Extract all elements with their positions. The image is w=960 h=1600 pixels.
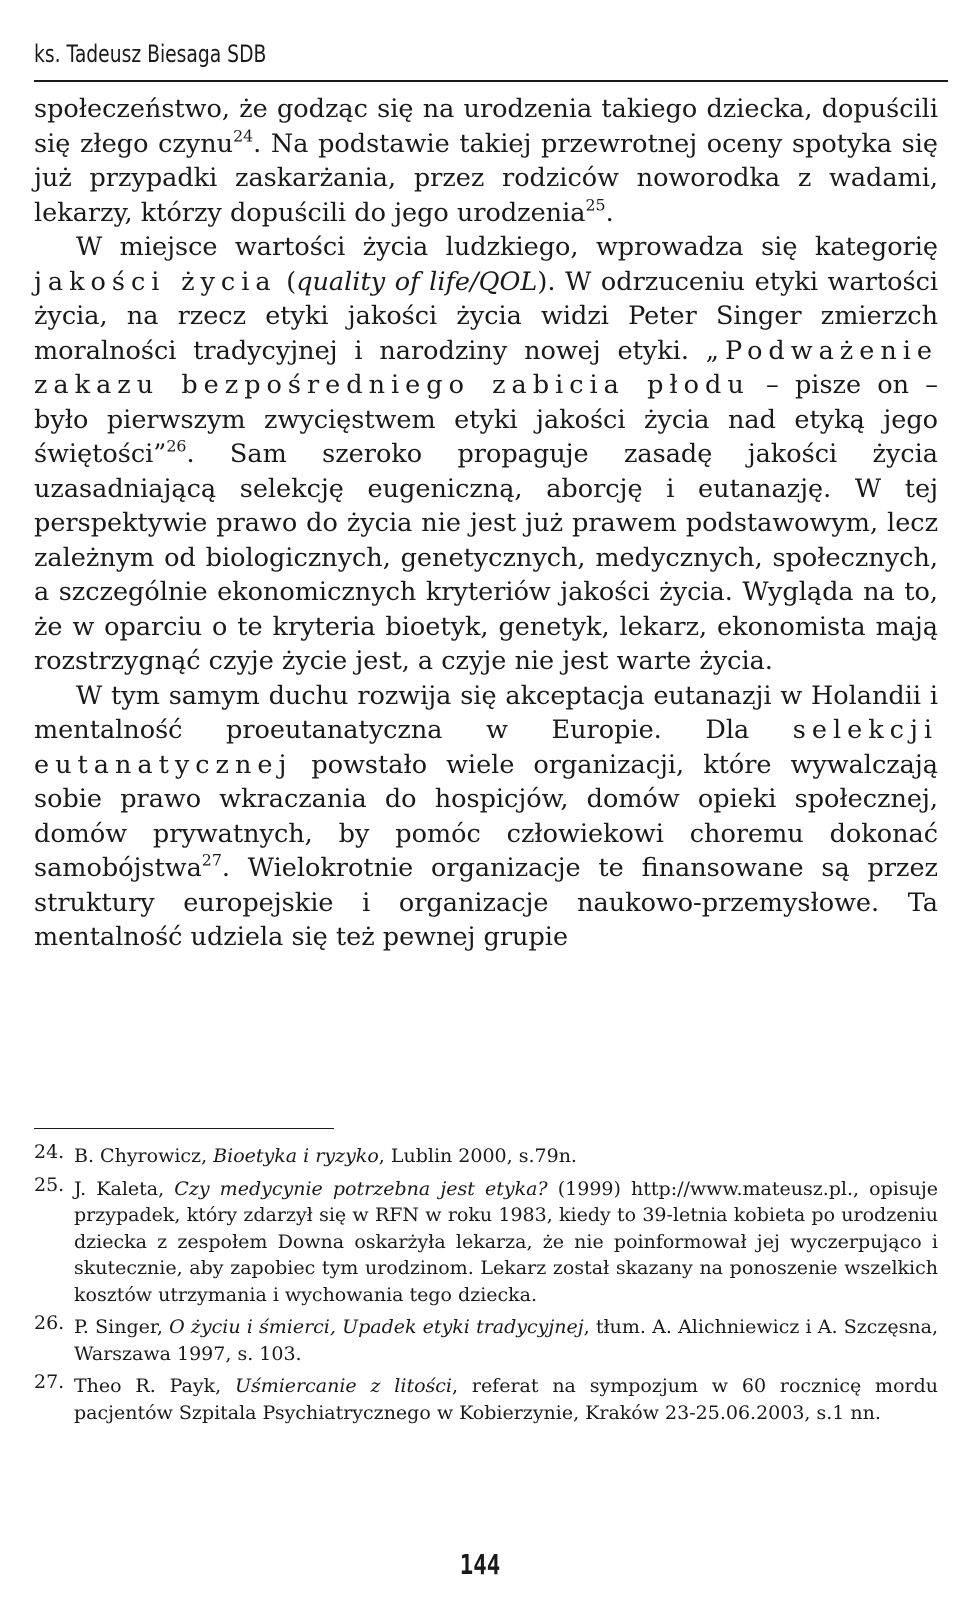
text-run: powstało wiele organizacji, które wywalczają sobie prawo wkraczania do hospicjów, domów opieki społecznej, domów prywatnych, by pomóc człowiekowi choremu dokonać samobójstwa <box>34 749 938 883</box>
italic-term: quality of life/QOL <box>296 266 538 297</box>
footnote-number: 25. <box>34 1173 65 1196</box>
footnote-text: B. Chyrowicz, <box>74 1145 214 1167</box>
footnote-text: J. Kaleta, <box>74 1177 175 1200</box>
text-run: W tym samym duchu rozwija się akceptacja eutanazji w Holandii i mentalność proeutanatyczna w Europie. Dla <box>34 680 938 745</box>
footnote-number: 26. <box>34 1312 65 1334</box>
footnote-ref-27: 27 <box>201 850 222 870</box>
footnote-ref-26: 26 <box>166 436 187 456</box>
footnote-text: Theo R. Payk, <box>74 1375 235 1397</box>
footnote-27 <box>34 1373 938 1426</box>
footnote-number: 27. <box>34 1371 65 1393</box>
spaced-emphasis: selekcji eutanatycznej <box>34 715 938 780</box>
footnote-title: Uśmiercanie z litości <box>234 1375 452 1397</box>
footnote-rule <box>34 1128 334 1129</box>
text-run: . Na podstawie takiej przewrotnej oceny spotyka się już przypadki zaskarżania, przez rodziców noworodka z wadami, lekarzy, którzy dopuścili do jego urodzenia <box>34 128 938 228</box>
header-rule <box>34 80 948 82</box>
footnote-title: Bioetyka i ryzyko <box>213 1145 379 1167</box>
footnote-24 <box>34 1143 938 1170</box>
footnote-text: , tłum. A. Alichniewicz i A. Szczęsna, Warszawa 1997, s. 103. <box>74 1316 939 1365</box>
footnote-25 <box>34 1173 938 1309</box>
footnote-text: , referat na sympozjum w 60 rocznicę mordu pacjentów Szpitala Psychiatrycznego w Kobierzynie, Kraków 23-25.06.2003, s.1 nn. <box>74 1375 938 1424</box>
spaced-quote: „Podważenie zakazu bezpośredniego zabicia płodu <box>34 335 938 400</box>
running-head: ks. Tadeusz Biesaga SDB <box>34 40 267 68</box>
footnote-text: , Lublin 2000, s.79n. <box>378 1145 577 1167</box>
text-run: . Sam szeroko propaguje zasadę jakości życia uzasadniającą selekcję eugeniczną, aborcję i eutanazję. W tej perspektywie prawo do życia nie jest już prawem podstawowym, lecz zależnym od biologicznych, genetycznych, medycznych, społecznych, a szczególnie ekonomicznych kryteriów jakości życia. Wygląda na to, że w oparciu o te kryteria bioetyk, genetyk, lekarz, ekonomista mają rozstrzygnąć czyje życie jest, a czyje nie jest warte życia. <box>34 439 938 676</box>
text-run: – pisze on – było pierwszym zwycięstwem etyki jakości życia nad etyką jego świętości” <box>34 370 938 469</box>
text-run: . <box>605 197 614 228</box>
footnote-ref-25: 25 <box>585 195 606 215</box>
paragraph-3 <box>34 679 938 955</box>
footnote-title: O życiu i śmierci, Upadek etyki tradycyjnej <box>169 1316 584 1338</box>
footnote-ref-24: 24 <box>233 126 254 146</box>
paragraph-2 <box>34 230 938 679</box>
footnote-text: (1999) http://www.mateusz.pl., opisuje przypadek, który zdarzył się w RFN w roku 1983, kiedy to 39-letnia kobieta po urodzeniu dziecka z zespołem Downa oskarżyła lekarza, że nie poinformował jej wyczerpująco i skutecznie, aby zapobiec tym urodzinom. Lekarz został skazany na ponoszenie wszelkich kosztów utrzymania i wychowania tego dziecka. <box>74 1177 938 1306</box>
text-run: społeczeństwo, że godząc się na urodzenia takiego dziecka, dopuścili się złego czynu <box>34 94 938 159</box>
spaced-emphasis: jakości życia <box>34 266 277 297</box>
paragraph-1 <box>34 92 938 230</box>
text-run: . Wielokrotnie organizacje te finansowane są przez struktury europejskie i organizacje naukowo-przemysłowe. Ta mentalność udziela się też pewnej grupie <box>34 853 938 952</box>
text-run: W miejsce wartości życia ludzkiego, wprowadza się kategorię <box>76 232 938 262</box>
footnote-number: 24. <box>34 1141 65 1163</box>
footnote-title: Czy medycynie potrzebna jest etyka? <box>174 1177 548 1200</box>
text-run: ). W odrzuceniu etyki wartości życia, na rzecz etyki jakości życia widzi Peter Singer zmierzch moralności tradycyjnej i narodziny nowej etyki. <box>34 266 939 366</box>
page-number: 144 <box>459 1548 501 1581</box>
footnote-26 <box>34 1314 938 1367</box>
text-run: ( <box>276 266 297 297</box>
footnote-text: P. Singer, <box>74 1316 170 1338</box>
footnotes <box>34 1143 938 1432</box>
main-text <box>34 92 938 955</box>
